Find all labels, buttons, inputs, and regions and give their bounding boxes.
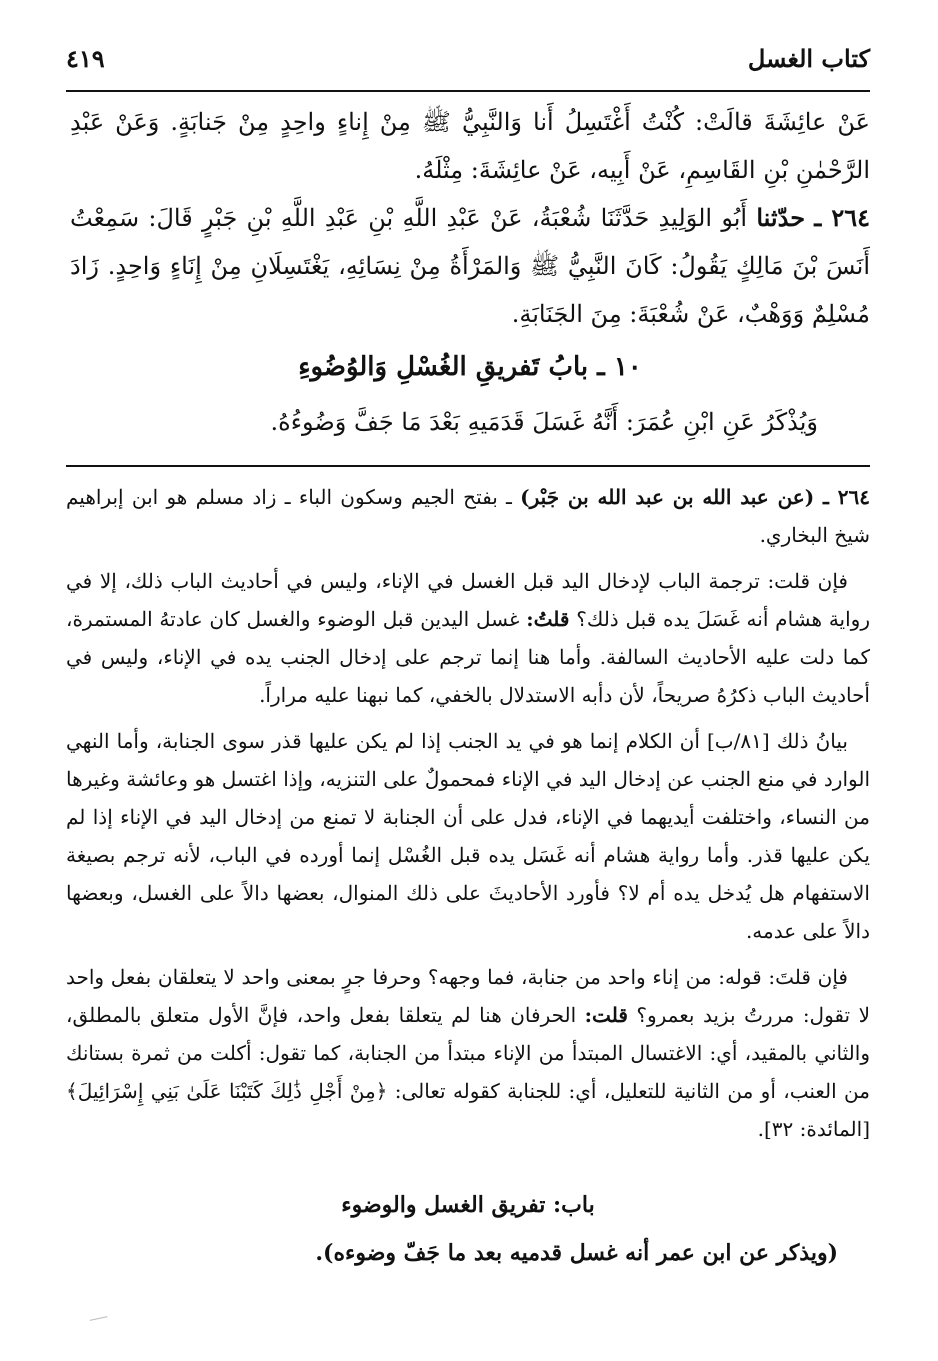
commentary-paragraph-2-a: فإن قلت: ترجمة الباب لإدخال اليد قبل الغسل في الإناء، وليس في أحاديث الباب ذلك، إلا في رواية هشام أنه غَسَلَ يده قبل ذلك؟ [66, 569, 870, 631]
scan-mark [90, 1316, 109, 1325]
commentary [66, 478, 870, 1156]
commentary-paragraph-2 [66, 562, 870, 714]
page-number: ٤١٩ [66, 44, 105, 73]
haddathana-word: حدّثنا [756, 203, 806, 232]
commentary-paragraph-3: بيانُ ذلك [٨١/ب] أن الكلام إنما هو في يد الجنب إذا لم يكن عليها قذر سوى الجنابة، وأما النهي الوارد في منع الجنب عن إدخال اليد في الإناء فمحمولٌ على التنزيه، وإذا اغتسل هو وعائشة وغيرها من النساء، واختلفت أيديهما في الإناء، فدل على أن الجنابة لا تمنع من إدخال اليد في الإناء إذا لم يكن عليها قذر. وأما رواية هشام أنه غَسَل يده قبل الغُسْل إنما أورده في الباب، لأنه ترجم بصيغة الاستفهام هل يُدخل يده أم لا؟ فأورد الأحاديثَ على ذلك المنوال، بعضها دالاً على الغسل، وبعضها دالاً على عدمه. [66, 729, 870, 943]
commentary-paragraph-4-a: فإن قلتَ: قوله: من إناء واحد من جنابة، فما وجهه؟ وحرفا جرٍ بمعنى واحد لا يتعلقان بفعل واحد لا تقول: مررتُ بزيد بعمرو؟ [66, 965, 870, 1027]
page-header [66, 40, 870, 92]
hadith-text [70, 98, 870, 338]
hadith-paragraph-2-text: أَبُو الوَلِيدِ حَدَّثَنَا شُعْبَةُ، عَنْ عَبْدِ اللَّهِ بْنِ عَبْدِ اللَّهِ بْنِ جَبْرٍ قَالَ: سَمِعْتُ أَنَسَ بْنَ مَالِكٍ يَقُولُ: كَانَ النَّبِيُّ ﷺ وَالمَرْأَةُ مِنْ نِسَائِهِ، يَغْتَسِلَانِ مِنْ إِنَاءٍ وَاحِدٍ. زَادَ مُسْلِمٌ وَوَهْبٌ، عَنْ شُعْبَةَ: مِنَ الجَنَابَةِ. [70, 204, 870, 328]
commentary-paragraph-1 [66, 478, 870, 554]
commentary-chapter-quote: (ويذكر عن ابن عمر أنه غسل قدميه بعد ما جَفّ وضوءه). [315, 1240, 838, 1266]
commentary-paragraph-4-b: الحرفان هنا لم يتعلقا بفعل واحد، فإنَّ الأول متعلق بالمطلق، والثاني بالمقيد، أي: الاغتسال المبتدأ من الإناء مبتدأ من الجنابة، كما تقول: أكلت من ثمرة بستانك من العنب، أو من الثانية للتعليل، أي: للجنابة كقوله تعالى: ﴿مِنْ أَجْلِ ذَٰلِكَ كَتَبْنَا عَلَىٰ بَنِي إِسْرَائِيلَ﴾ [المائدة: ٣٢]. [66, 1003, 870, 1141]
commentary-paragraph-2-b: غسل اليدين قبل الوضوء والغسل كان عادتهُ المستمرة، كما دلت عليه الأحاديث السالفة. وأما هنا إنما ترجم على إدخال الجنب يده في الإناء، وليس في أحاديث الباب ذكرُهُ صريحاً، لأن دأبه الاستدلال بالخفي، كما نبهنا عليه مراراً. [66, 607, 870, 707]
hadith-number: ٢٦٤ ـ [814, 203, 870, 232]
footnote-divider [66, 465, 870, 467]
commentary-chapter-title: باب: تفريق الغسل والوضوء [341, 1192, 595, 1218]
qult-word-2: قلت: [584, 1003, 628, 1027]
commentary-heading: ٢٦٤ ـ (عن عبد الله بن عبد الله بن جَبْر) [520, 485, 871, 509]
commentary-paragraph-4 [66, 958, 870, 1148]
hadith-paragraph-2 [70, 194, 870, 338]
commentary-paragraph-1-text: ـ بفتح الجيم وسكون الباء ـ زاد مسلم هو ابن إبراهيم شيخ البخاري. [66, 485, 870, 547]
chapter-subtitle: وَيُذْكَرُ عَنِ ابْنِ عُمَرَ: أَنَّهُ غَسَلَ قَدَمَيهِ بَعْدَ مَا جَفَّ وَضُوءُهُ. [270, 408, 818, 436]
hadith-paragraph-1: عَنْ عائِشَةَ قالَتْ: كُنْتُ أَغْتَسِلُ أَنا وَالنَّبِيُّ ﷺ مِنْ إِناءٍ واحِدٍ مِنْ جَنابَةٍ. وَعَنْ عَبْدِ الرَّحْمٰنِ بْنِ القَاسِمِ، عَنْ أَبِيه، عَنْ عائِشَةَ: مِثْلَهُ. [70, 108, 870, 184]
chapter-title: ١٠ ـ بابُ تَفريقِ الغُسْلِ وَالوُضُوءِ [298, 352, 642, 382]
book-title: كتاب الغسل [747, 44, 870, 73]
qult-word: قلتُ: [526, 607, 570, 631]
